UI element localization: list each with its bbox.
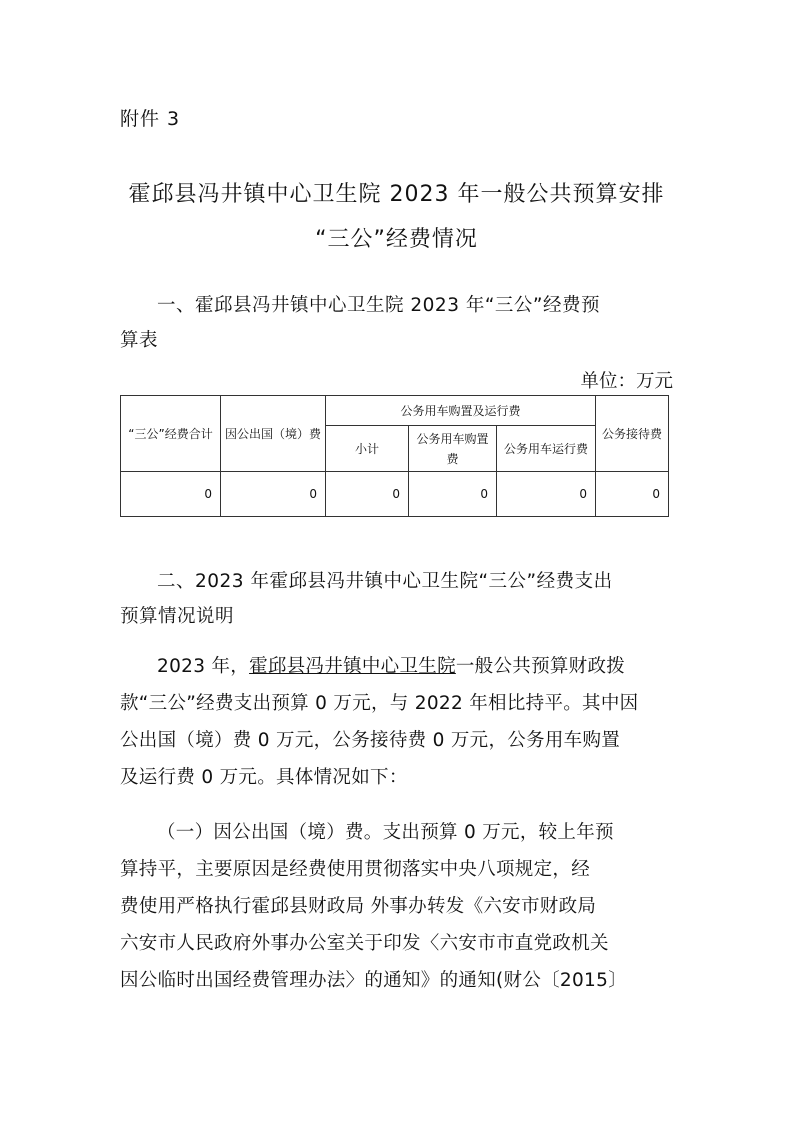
paragraph-abroad-line5: 因公临时出国经费管理办法〉的通知》的通知(财公〔2015〕: [120, 970, 628, 991]
paragraph-overview-line2: 款“三公”经费支出预算 0 万元，与 2022 年相比持平。其中因: [120, 693, 639, 714]
paragraph-overview-line1: 2023 年，霍邱县冯井镇中心卫生院一般公共预算财政拨: [157, 656, 626, 677]
header-vehicle-operation: 公务用车运行费: [497, 426, 596, 472]
value-vehicle-purchase: 0: [409, 472, 497, 517]
section2-heading-line1: 二、2023 年霍邱县冯井镇中心卫生院“三公”经费支出: [157, 571, 613, 592]
paragraph-abroad-line4: 六安市人民政府外事办公室关于印发〈六安市市直党政机关: [120, 933, 609, 954]
section2-heading-line2: 预算情况说明: [120, 606, 235, 627]
value-vehicle-operation: 0: [497, 472, 596, 517]
paragraph-overview: [120, 648, 680, 796]
header-abroad: 因公出国（境）费: [221, 396, 326, 472]
attachment-label: 附件 3: [120, 108, 181, 130]
value-abroad: 0: [221, 472, 326, 517]
document-title-line1: 霍邱县冯井镇中心卫生院 2023 年一般公共预算安排: [128, 182, 665, 207]
header-subtotal: 小计: [326, 426, 409, 472]
section1-heading-line1: 一、霍邱县冯井镇中心卫生院 2023 年“三公”经费预: [157, 295, 601, 316]
paragraph-overview-line4: 及运行费 0 万元。具体情况如下：: [120, 767, 408, 788]
paragraph-abroad-line1: （一）因公出国（境）费。支出预算 0 万元，较上年预: [157, 822, 614, 843]
header-reception: 公务接待费: [596, 396, 669, 472]
value-subtotal: 0: [326, 472, 409, 517]
section1-heading-line2: 算表: [120, 330, 159, 351]
header-total: “三公”经费合计: [121, 396, 221, 472]
paragraph-abroad-line2: 算持平，主要原因是经费使用贯彻落实中央八项规定，经: [120, 859, 591, 880]
unit-label: 单位：万元: [580, 371, 673, 392]
header-vehicle-purchase: 公务用车购置费: [409, 426, 497, 472]
value-total: 0: [121, 472, 221, 517]
organization-name: 霍邱县冯井镇中心卫生院: [249, 656, 456, 677]
paragraph-overview-line3: 公出国（境）费 0 万元，公务接待费 0 万元，公务用车购置: [120, 730, 621, 751]
header-vehicle-group: 公务用车购置及运行费: [326, 396, 596, 426]
value-reception: 0: [596, 472, 669, 517]
document-title-line2: “三公”经费情况: [315, 227, 478, 252]
three-public-expense-table: [120, 395, 669, 517]
paragraph-abroad-line3: 费使用严格执行霍邱县财政局 外事办转发《六安市财政局: [120, 896, 597, 917]
paragraph-abroad-expense: [120, 814, 680, 999]
